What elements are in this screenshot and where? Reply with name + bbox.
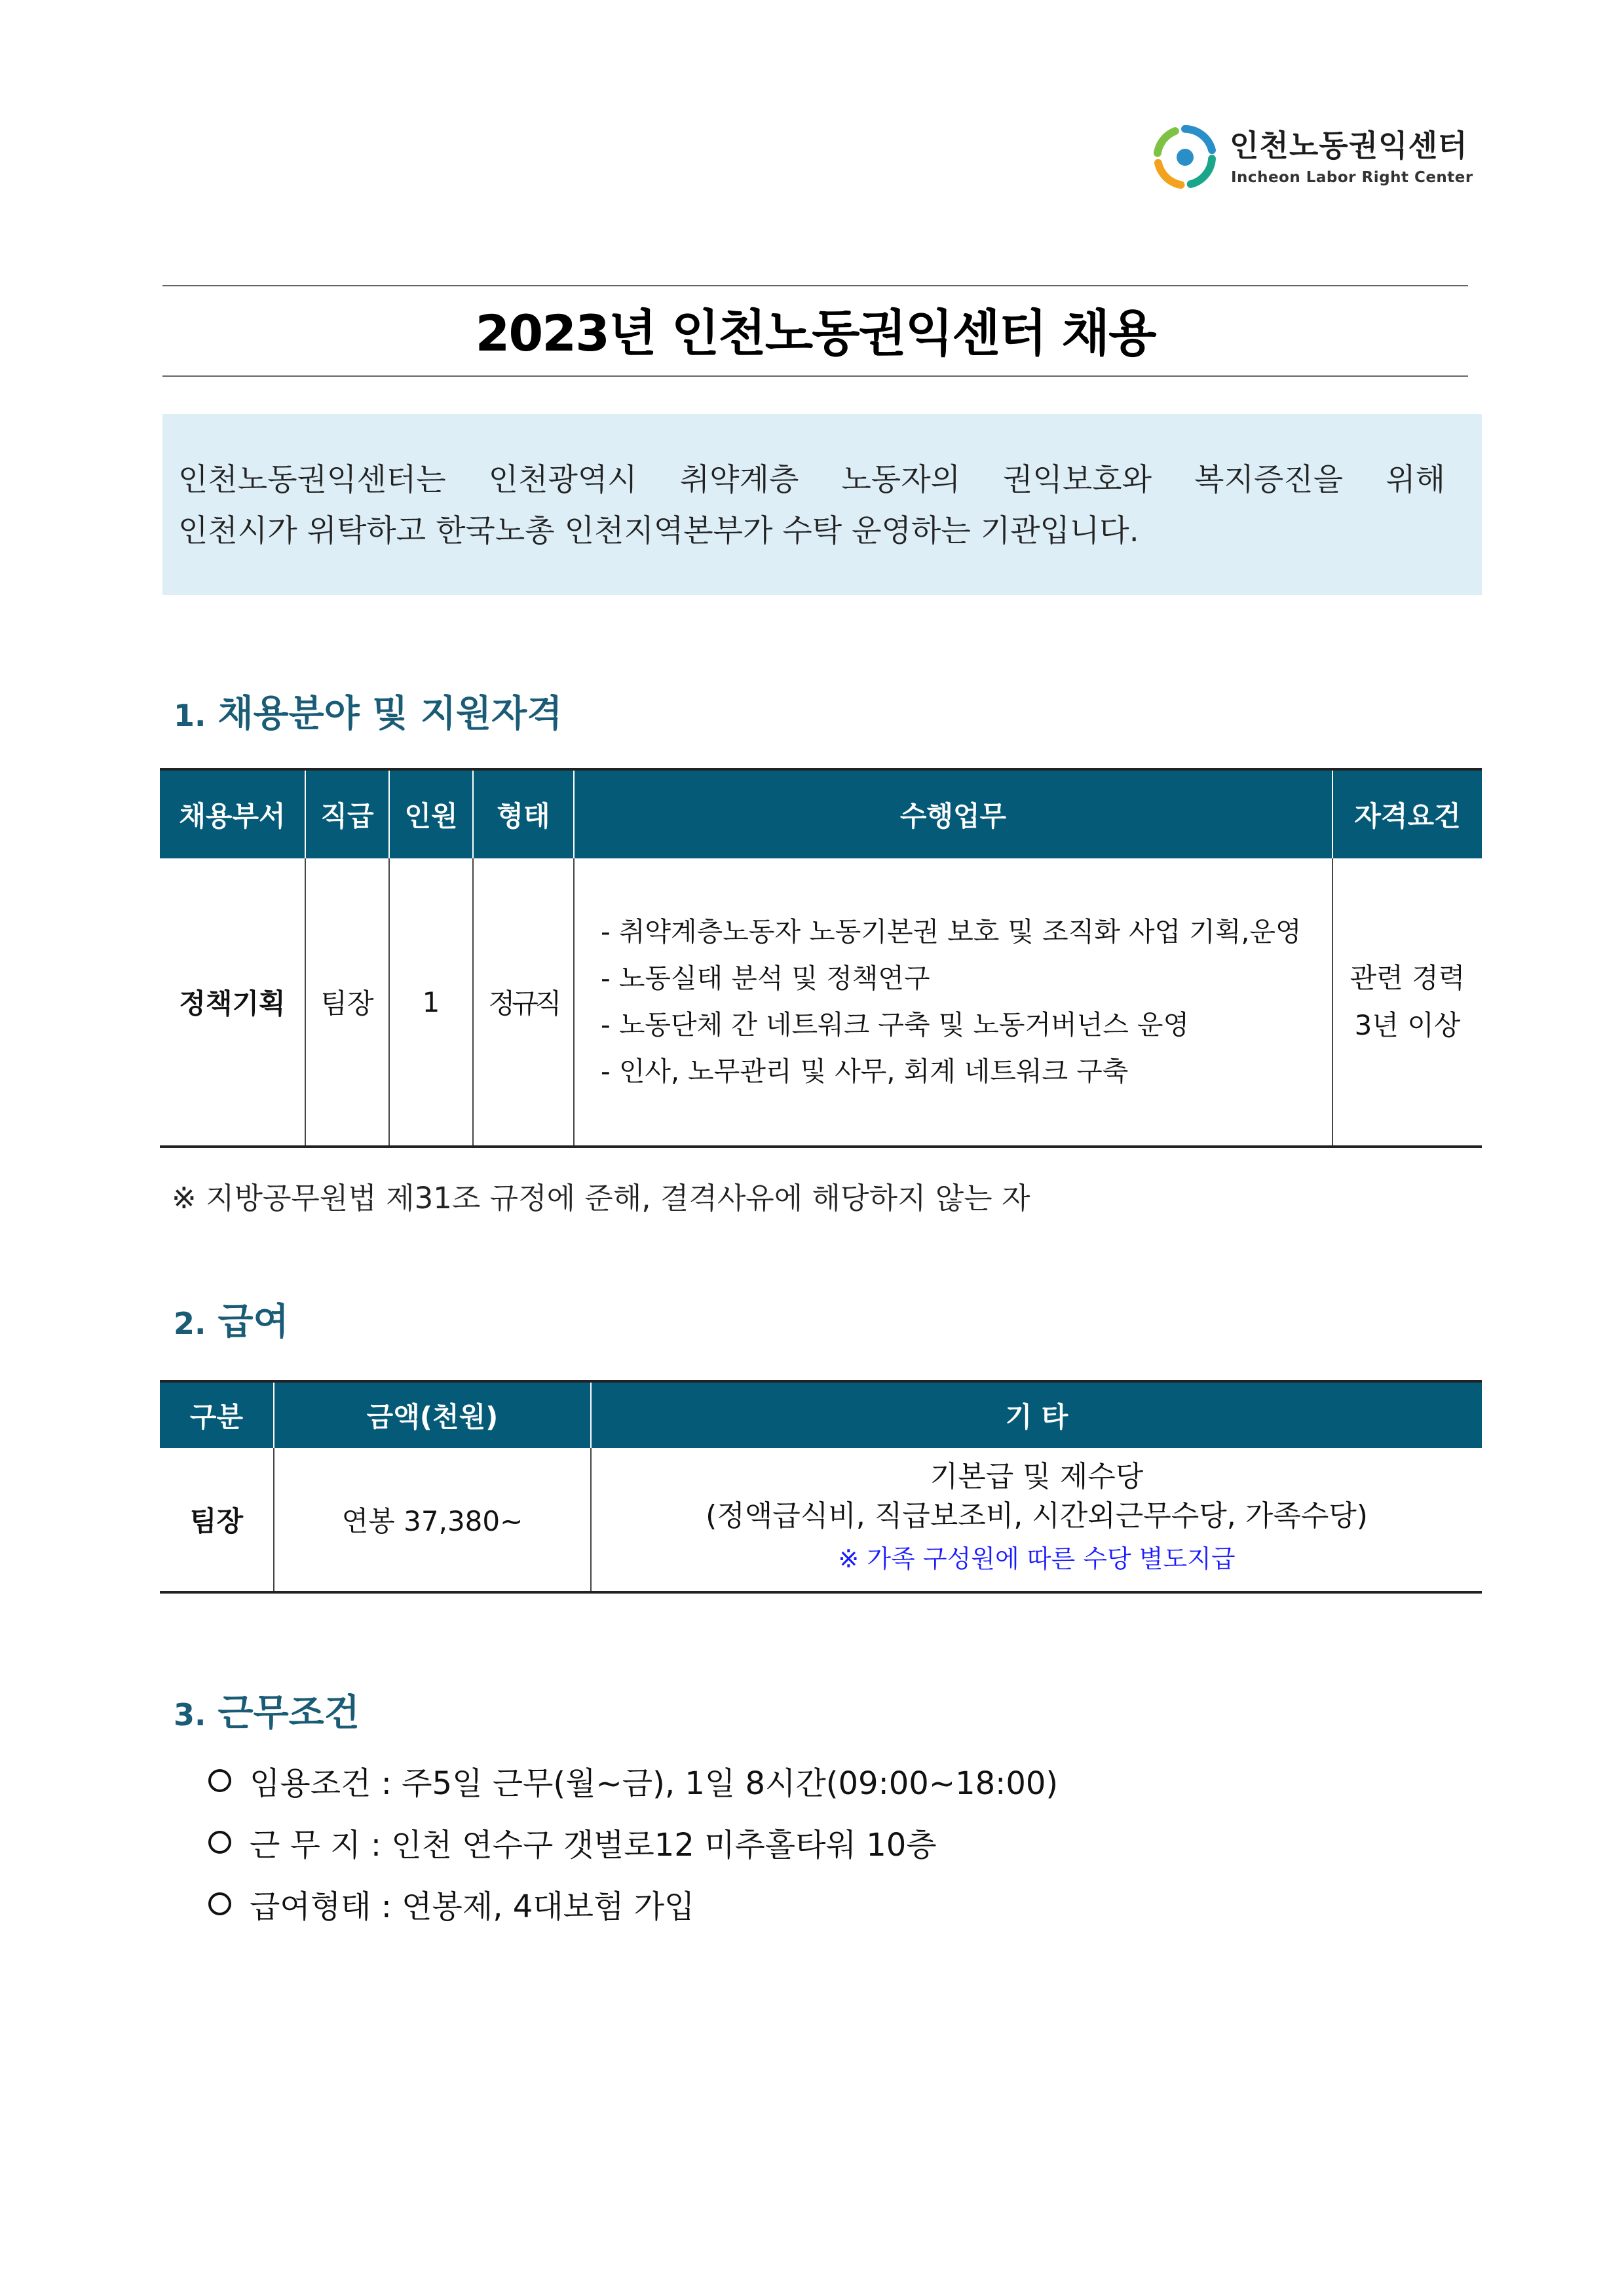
logo-name-english: Incheon Labor Right Center	[1231, 169, 1473, 186]
header-type: 형태	[473, 769, 574, 858]
qualification-line-1: 관련 경력	[1350, 962, 1465, 994]
condition-text: 임용조건 : 주5일 근무(월~금), 1일 8시간(09:00~18:00)	[250, 1765, 1059, 1802]
title-bottom-rule	[162, 375, 1468, 377]
intro-line-1: 인천노동권익센터는 인천광역시 취약계층 노동자의 권익보호와 복지증진을 위해	[178, 462, 1445, 498]
salary-table-header	[160, 1381, 1482, 1448]
cell-qualification	[1332, 858, 1482, 1147]
header-dept: 채용부서	[160, 769, 305, 858]
title-top-rule	[162, 285, 1468, 286]
circle-bullet-icon	[208, 1831, 231, 1854]
header-qualification: 자격요건	[1332, 769, 1482, 858]
section-2-title: 급여	[217, 1301, 289, 1343]
intro-line-2: 인천시가 위탁하고 한국노총 인천지역본부가 수탁 운영하는 기관입니다.	[178, 513, 1139, 549]
circle-bullet-icon	[208, 1892, 231, 1915]
cell-dept: 정책기획	[160, 858, 305, 1147]
duty-item: - 취약계층노동자 노동기본권 보호 및 조직화 사업 기획,운영	[601, 916, 1302, 947]
cell-type: 정규직	[473, 858, 574, 1147]
section-2-heading	[174, 1293, 289, 1345]
header-count: 인원	[389, 769, 473, 858]
cell-salary-amount: 연봉 37,380~	[274, 1448, 591, 1592]
header-rank: 직급	[305, 769, 389, 858]
section-3-title: 근무조건	[217, 1692, 360, 1734]
condition-item	[208, 1820, 937, 1865]
logo-name-korean: 인천노동권익센터	[1230, 128, 1468, 163]
page-title: 2023년 인천노동권익센터 채용	[475, 304, 1156, 362]
section-1-number: 1.	[174, 698, 206, 733]
section-1-title: 채용분야 및 지원자격	[217, 693, 563, 735]
table-row	[160, 858, 1482, 1147]
section-1-heading	[174, 685, 562, 737]
section-3-number: 3.	[174, 1697, 206, 1732]
eligibility-note: ※ 지방공무원법 제31조 규정에 준해, 결격사유에 해당하지 않는 자	[172, 1181, 1030, 1215]
duty-item: - 노동실태 분석 및 정책연구	[601, 963, 930, 994]
recruitment-table-header	[160, 769, 1482, 858]
duty-item: - 노동단체 간 네트워크 구축 및 노동거버넌스 운영	[601, 1009, 1190, 1041]
cell-salary-rank: 팀장	[160, 1448, 274, 1592]
condition-item	[208, 1881, 694, 1926]
recruitment-table	[160, 768, 1482, 1148]
center-logo-icon	[1150, 122, 1220, 193]
condition-item	[208, 1758, 1058, 1803]
header-etc: 기 타	[591, 1381, 1482, 1448]
section-3-heading	[174, 1684, 360, 1736]
cell-rank: 팀장	[305, 858, 389, 1147]
condition-text: 급여형태 : 연봉제, 4대보험 가입	[250, 1888, 695, 1925]
header-duties: 수행업무	[574, 769, 1332, 858]
salary-table	[160, 1380, 1482, 1594]
cell-duties	[574, 858, 1332, 1147]
logo	[1150, 118, 1473, 197]
etc-line-1: 기본급 및 제수당	[930, 1460, 1144, 1493]
intro-box	[162, 414, 1482, 595]
cell-salary-etc	[591, 1448, 1482, 1592]
header-category: 구분	[160, 1381, 274, 1448]
etc-family-allowance-note: ※ 가족 구성원에 따른 수당 별도지급	[838, 1544, 1236, 1573]
cell-count: 1	[389, 858, 473, 1147]
section-2-number: 2.	[174, 1306, 206, 1341]
etc-line-2: (정액급식비, 직급보조비, 시간외근무수당, 가족수당)	[706, 1499, 1368, 1533]
duty-item: - 인사, 노무관리 및 사무, 회계 네트워크 구축	[601, 1056, 1129, 1087]
table-row	[160, 1448, 1482, 1592]
circle-bullet-icon	[208, 1769, 231, 1792]
condition-text: 근 무 지 : 인천 연수구 갯벌로12 미추홀타워 10층	[250, 1827, 937, 1864]
qualification-line-2: 3년 이상	[1354, 1009, 1461, 1041]
header-amount: 금액(천원)	[274, 1381, 591, 1448]
